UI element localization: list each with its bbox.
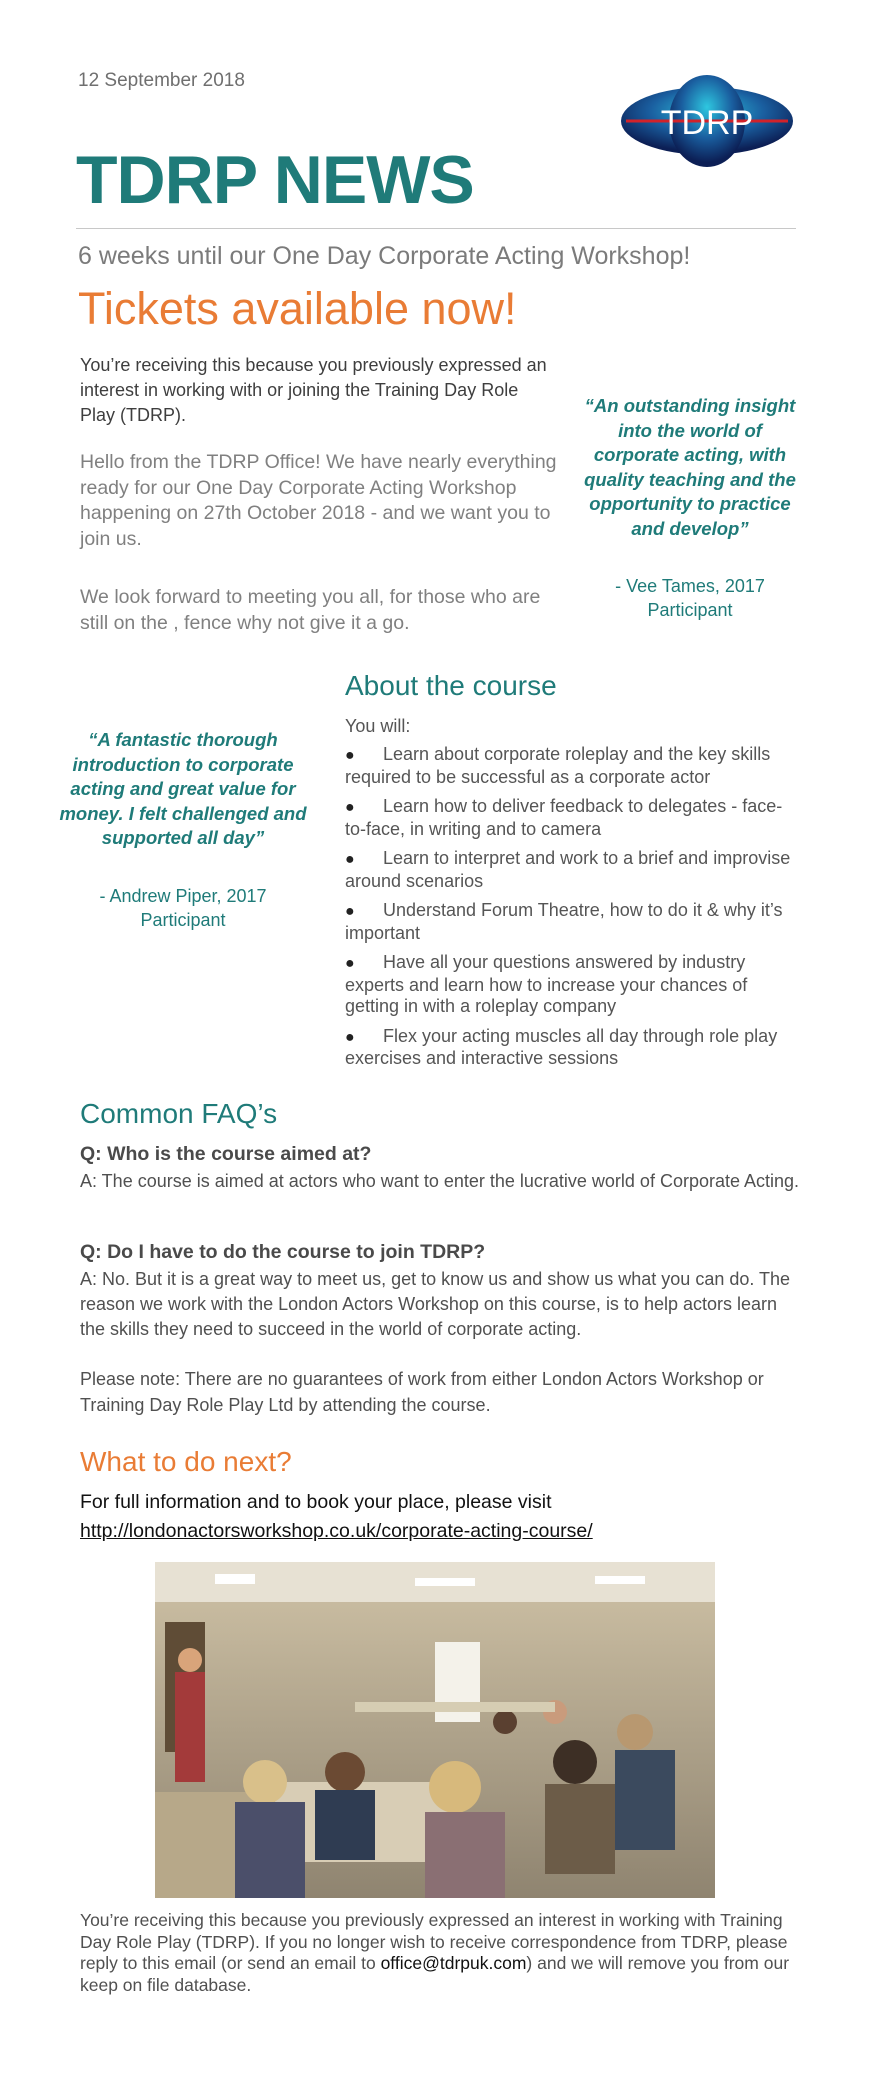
list-item-text: Have all your questions answered by industry experts and learn how to increase your chances of getting in with a roleplay company	[345, 952, 748, 1016]
tdrp-logo	[618, 72, 796, 170]
course-link[interactable]: http://londonactorsworkshop.co.uk/corporate-acting-course/	[80, 1520, 593, 1542]
bullet-icon: ●	[345, 1028, 355, 1046]
bullet-icon: ●	[345, 955, 355, 972]
logo-text: TDRP	[660, 104, 754, 142]
course-benefits-list	[345, 744, 795, 1078]
intro-reason: You’re receiving this because you previously expressed an interest in working with or joining the Training Day Role Play (TDRP).	[80, 355, 547, 425]
list-item-text: Understand Forum Theatre, how to do it & why it’s important	[345, 900, 783, 943]
about-heading: About the course	[345, 670, 557, 701]
testimonial-attribution: - Andrew Piper, 2017 Participant	[99, 886, 267, 930]
footer-body: You’re receiving this because you previously expressed an interest in working with Training Day Role Play (TDRP). If you no longer wish to receive correspondence from TDRP, please reply to this email (or send an email to	[80, 1910, 788, 1973]
next-heading: What to do next?	[80, 1446, 292, 1477]
footer-email-link[interactable]: office@tdrpuk.com	[380, 1953, 527, 1973]
visit-text: For full information and to book your place, please visit	[80, 1491, 552, 1513]
list-item	[345, 1026, 795, 1070]
footer-text	[80, 1910, 800, 1996]
list-item-text: Flex your acting muscles all day through role play exercises and interactive sessions	[345, 1025, 778, 1068]
list-item	[345, 744, 795, 788]
bullet-icon: ●	[345, 799, 355, 816]
newsletter-date: 12 September 2018	[78, 70, 245, 91]
bullet-icon: ●	[345, 851, 355, 868]
faq-answer: A: The course is aimed at actors who want to enter the lucrative world of Corporate Acting.	[80, 1171, 800, 1191]
testimonial-quote: “An outstanding insight into the world of corporate acting, with quality teaching and the opportunity to practice and develop”	[584, 395, 796, 539]
tickets-headline: Tickets available now!	[78, 283, 517, 334]
bullet-icon: ●	[345, 747, 355, 764]
newsletter-subtitle: 6 weeks until our One Day Corporate Acting Workshop!	[78, 242, 691, 270]
faq-answer: A: No. But it is a great way to meet us, get to know us and show us what you can do. The reason we work with the London Actors Workshop on this course, is to help actors learn the skills they need to succeed in the world of corporate acting.	[80, 1269, 791, 1339]
newsletter-title: TDRP NEWS	[76, 142, 474, 218]
list-item	[345, 796, 795, 840]
footer-body-end: ) and we will remove you from our keep on file database.	[80, 1953, 790, 1995]
workshop-photo	[155, 1562, 715, 1898]
list-item-text: Learn how to deliver feedback to delegates - face-to-face, in writing and to camera	[345, 796, 783, 839]
faq-question: Q: Who is the course aimed at?	[80, 1143, 372, 1165]
testimonial-attribution: - Vee Tames, 2017 Participant	[615, 576, 765, 620]
list-item	[345, 952, 795, 1018]
intro-hello: Hello from the TDRP Office! We have nearly everything ready for our One Day Corporate Acting Workshop happening on 27th October 2018 - and we want you to join us.	[80, 451, 557, 550]
faq-heading: Common FAQ’s	[80, 1098, 278, 1129]
bullet-icon: ●	[345, 903, 355, 920]
list-item-text: Learn about corporate roleplay and the key skills required to be successful as a corporate actor	[345, 744, 771, 787]
list-item	[345, 900, 795, 944]
testimonial-quote: “A fantastic thorough introduction to corporate acting and great value for money. I felt challenged and supported all day”	[59, 729, 307, 848]
intro-look-forward: We look forward to meeting you all, for those who are still on the , fence why not give it a go.	[80, 586, 541, 634]
header-divider	[76, 228, 796, 229]
list-item-text: Learn to interpret and work to a brief and improvise around scenarios	[345, 848, 791, 891]
faq-note: Please note: There are no guarantees of work from either London Actors Workshop or Training Day Role Play Ltd by attending the course.	[80, 1369, 764, 1415]
about-lead: You will:	[345, 716, 411, 736]
faq-question: Q: Do I have to do the course to join TDRP?	[80, 1241, 486, 1263]
list-item	[345, 848, 795, 892]
